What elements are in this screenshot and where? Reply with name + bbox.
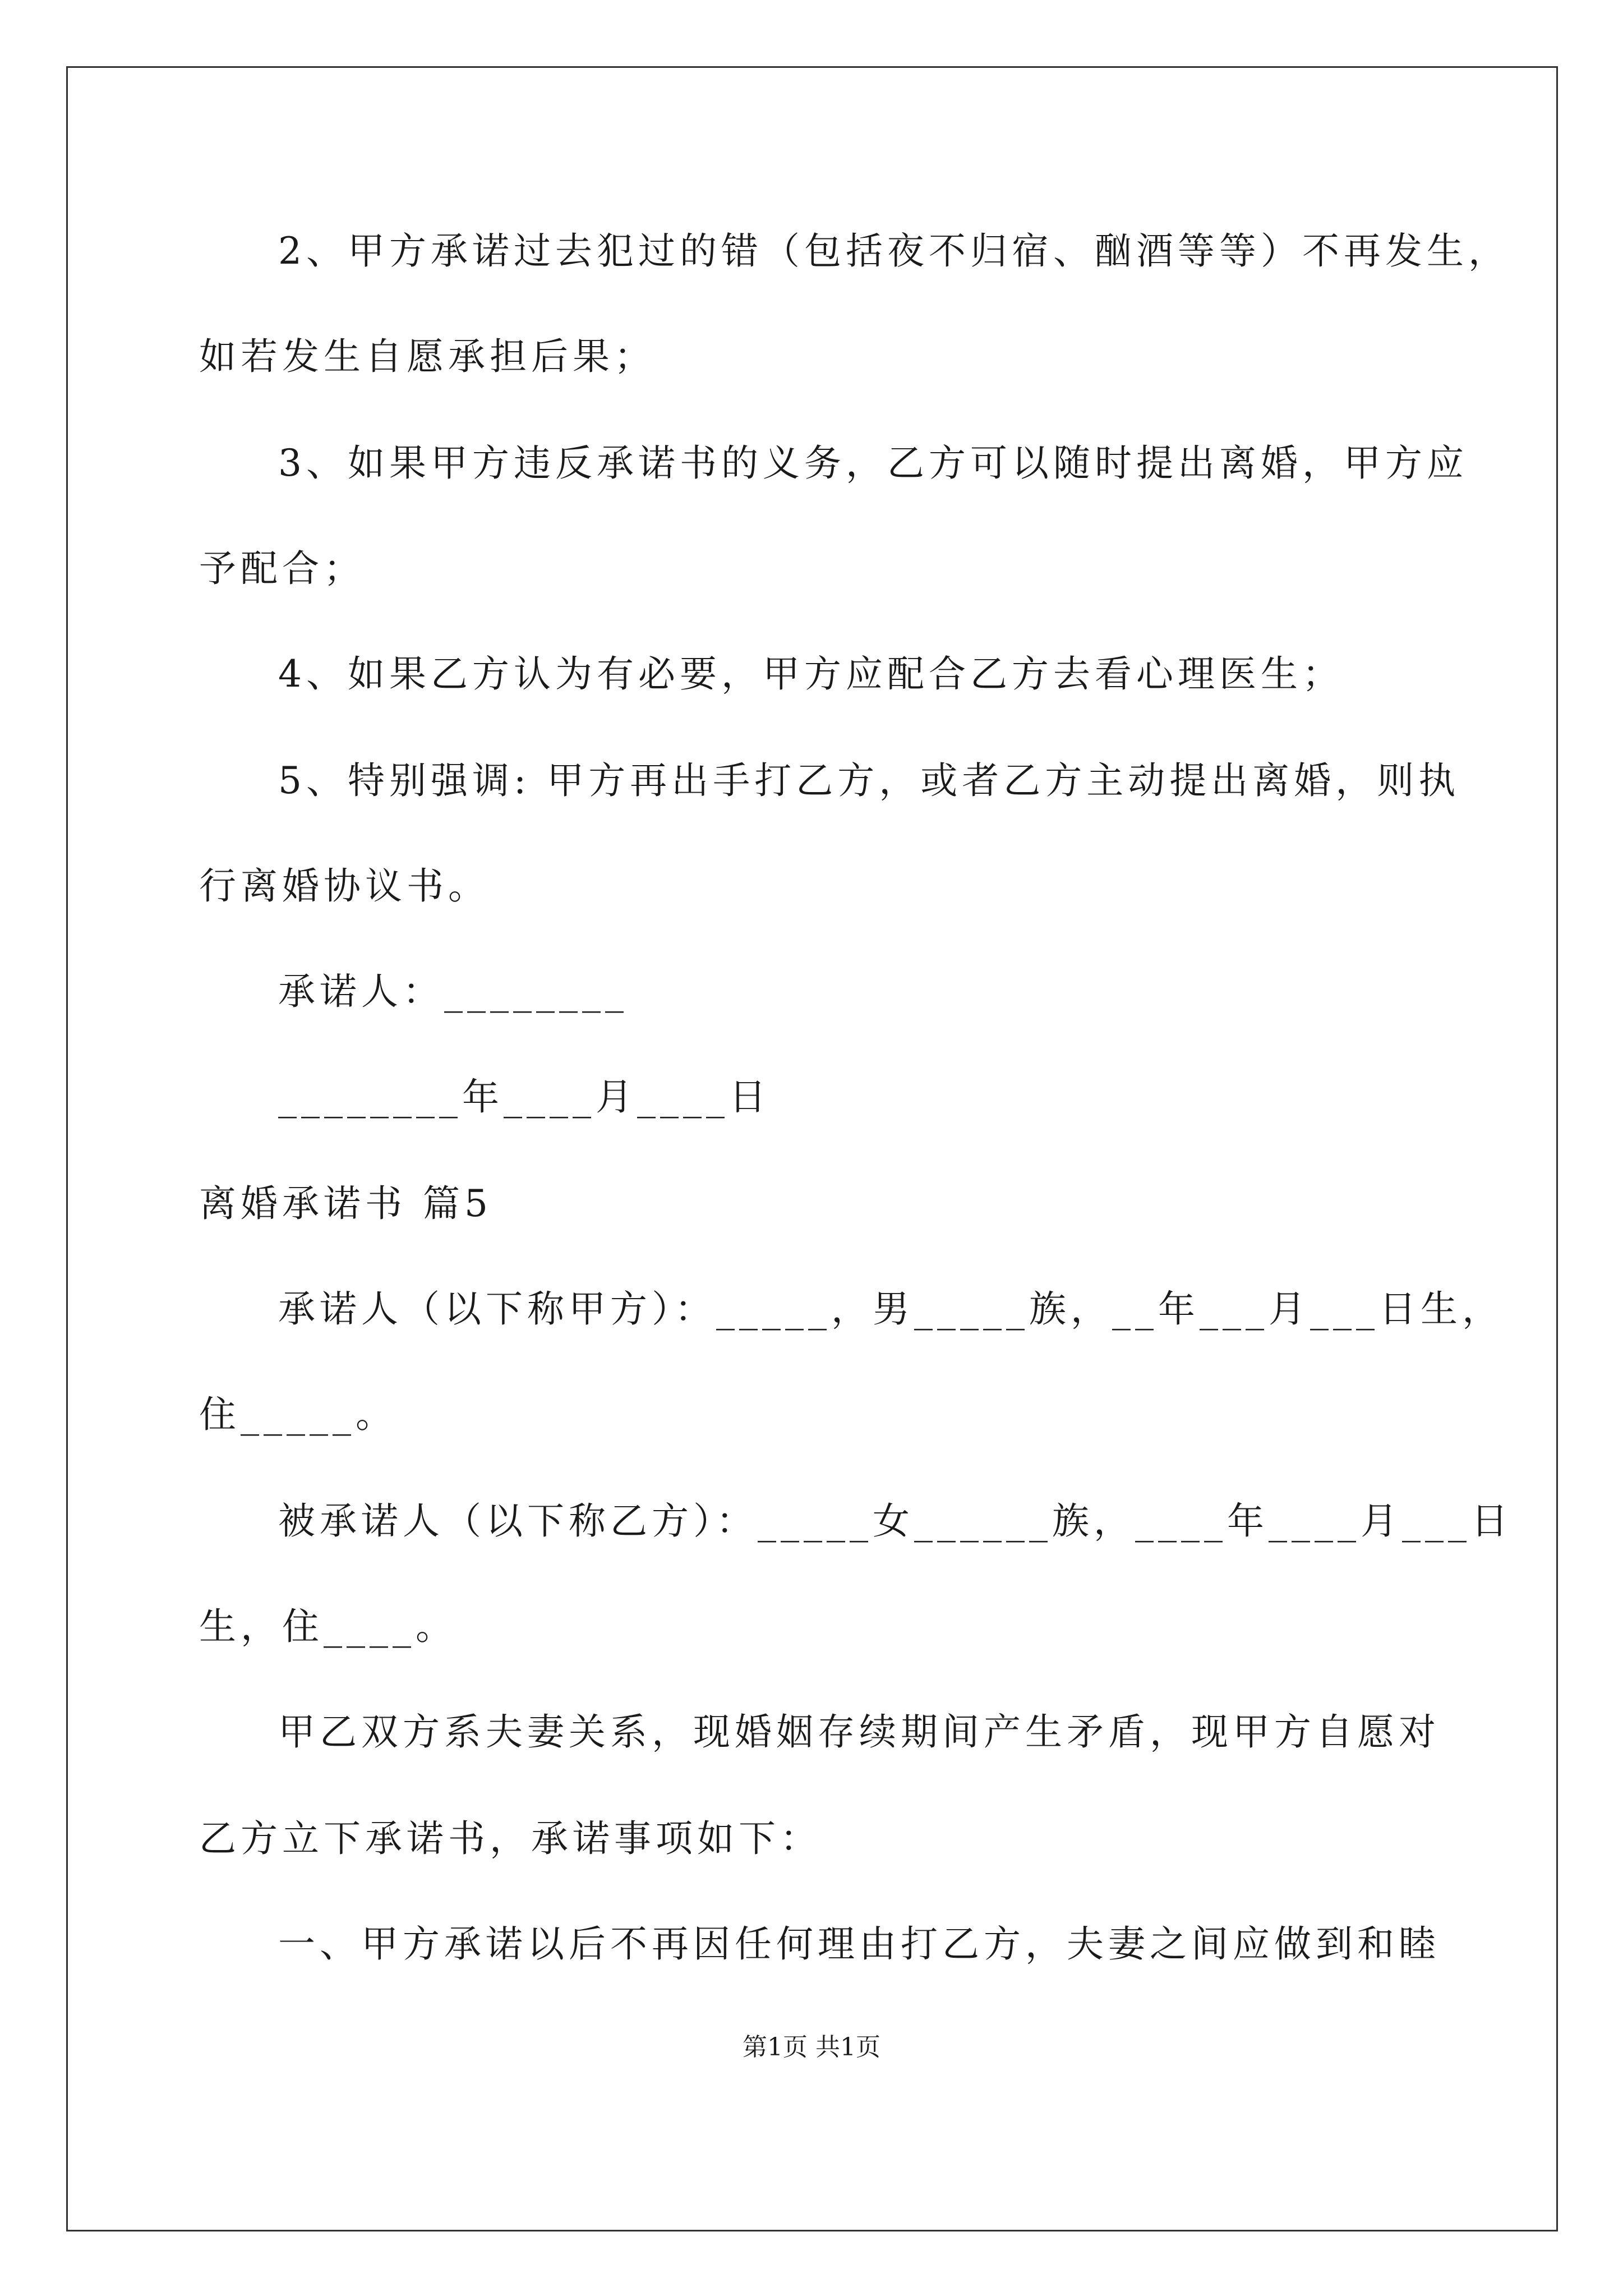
signature-line: 承诺人：________ — [278, 970, 628, 1013]
date-line: ________年____月____日 — [278, 1075, 771, 1119]
page-footer: 第1页 共1页 — [743, 2033, 880, 2062]
text-line: 3、如果甲方违反承诺书的义务，乙方可以随时提出离婚，甲方应 — [278, 441, 1468, 485]
text-line: 住_____。 — [199, 1393, 397, 1436]
text-line: 承诺人（以下称甲方）：_____，男_____族，__年___月___日生， — [278, 1287, 1504, 1331]
text-line: 2、甲方承诺过去犯过的错（包括夜不归宿、酗酒等等）不再发生， — [278, 229, 1510, 273]
text-line: 甲乙双方系夫妻关系，现婚姻存续期间产生矛盾，现甲方自愿对 — [278, 1710, 1440, 1754]
page-border — [66, 66, 1558, 2231]
text-line: 行离婚协议书。 — [199, 864, 490, 908]
text-line: 乙方立下承诺书，承诺事项如下： — [199, 1817, 822, 1860]
text-line: 5、特别强调: 甲方再出手打乙方，或者乙方主动提出离婚，则执 — [278, 759, 1460, 802]
text-line: 予配合； — [199, 547, 365, 590]
text-line: 如若发生自愿承担后果； — [199, 335, 656, 378]
text-line: 一、甲方承诺以后不再因任何理由打乙方，夫妻之间应做到和睦 — [278, 1922, 1440, 1966]
text-line: 4、如果乙方认为有必要，甲方应配合乙方去看心理医生； — [278, 652, 1344, 696]
text-line: 被承诺人（以下称乙方）：_____女______族，____年____月___日 — [278, 1499, 1513, 1543]
text-line: 生，住____。 — [199, 1605, 457, 1648]
section-heading: 离婚承诺书 篇5 — [199, 1182, 492, 1225]
